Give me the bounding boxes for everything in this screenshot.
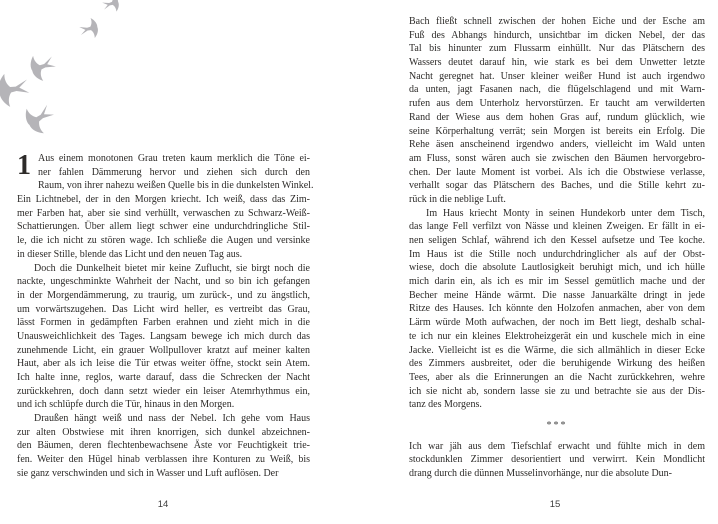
text-line: drang durch die dünnen Musselinvorhänge, nur die absolute Dun- — [409, 468, 672, 479]
text-line: Becher meine Hände wärmt. Die nasse Januarkälte dringt in jede — [409, 289, 705, 301]
right-page-text-column — [409, 15, 705, 481]
text-line: Unausweichlichkeit des Tages. Langsam bewege ich mich durch das — [17, 330, 310, 342]
text-line: ner fahlen Dämmerung hervor und ziehen sich durch den — [38, 166, 310, 178]
text-line: Lärm würde Moth aufwachen, der noch im Bett liegt, deshalb schal- — [409, 317, 705, 329]
text-line: zur alten Obstwiese mit ihren knorrigen, sich dunkel abzeichnen- — [17, 426, 310, 438]
text-line: um vorwärtszugehen. Das Licht wird heller, es vertreibt das Grau, — [17, 303, 310, 315]
text-line: seine Körperhaltung verrät; sein Morgen ist bereits ein Erfolg. Die — [409, 125, 705, 137]
swallow-icon — [21, 98, 60, 138]
text-line: nen seligen Schlaf, während ich den Kessel aufsetze und Tee koche. — [409, 235, 705, 246]
text-line: rück in die neblige Luft. — [409, 193, 506, 205]
text-line: Wassers deutet darauf hin, wie stark es bei dem Unwetter letzte — [409, 57, 705, 69]
text-line: in der Morgendämmerung, zu traurig, um zurück-, und zu ängstlich, — [17, 289, 310, 301]
text-line: des Zimmers ausbreitet, oder die beruhigende Wirkung des heißen — [409, 358, 705, 370]
text-line: den Bäumen, deren flechtenbewachsene Äste vor Feuchtigkeit trie- — [17, 440, 310, 452]
right-page-number: 15 — [549, 499, 561, 510]
text-line: ich sie nicht ab, sondern lasse sie zu und betrachte sie aus der Dis- — [409, 385, 705, 397]
text-line: lässt Formen in gedämpften Farben erahnen und zieht mich in die — [17, 317, 310, 329]
text-line: te ich nur ein kleines Elektroheizgerät ein und kuschele mich in eine — [409, 330, 705, 342]
text-line: fen. Weiter den Hügel hinab verblassen ihre Konturen zu Weiß, bis — [17, 454, 310, 466]
swallow-icon — [101, 0, 121, 15]
swallow-flock-illustration — [0, 0, 130, 145]
left-page-number: 14 — [157, 499, 169, 510]
paragraph — [409, 207, 705, 412]
text-line: verhallt sogar das Plätschern des Baches, und die Stille kehrt zu- — [409, 180, 705, 192]
text-line: zunehmende Licht, ein grauer Wollpullover kratzt auf meiner kalten — [17, 344, 310, 356]
text-line: Im Haus kriecht Monty in seinen Hundekorb unter dem Tisch, — [426, 207, 705, 219]
chapter-number-dropcap: 1 — [17, 150, 31, 181]
text-line: sie ganz verschwinden und sich in Wasser und Luft auflösen. Der — [17, 467, 279, 479]
text-line: Haut, aber als ich leise die Tür etwas weiter öffne, stockt sein Atem. — [17, 358, 310, 370]
text-line: am Fluss, sonst wären auch sie zwischen den Bäumen hervorgebro- — [409, 152, 705, 164]
text-line: mer Farben hat, aber sie sind verhüllt, verwaschen zu Schwarz-Weiß- — [17, 207, 310, 219]
paragraph — [409, 440, 705, 481]
text-line: stockdunklen Zimmer desorientiert und verwirrt. Kein Mondlicht — [409, 454, 705, 466]
text-line: rufen aus dem Unterholz hervorstürzen. Er taucht am verwilderten — [409, 98, 705, 110]
text-line: Jacke. Vielleicht ist es die Wärme, die sich allmählich in dieser Ecke — [409, 344, 705, 356]
text-line: Ein Lichtnebel, der in den Morgen kriecht. Ich weiß, dass das Zim- — [17, 194, 310, 206]
paragraph — [17, 412, 310, 480]
text-line: Bach fließt schnell zwischen der hohen Eiche und der Esche am — [409, 16, 705, 27]
text-line: le, die ich nicht zu stören wage. Ich schließe die Augen und versinke — [17, 235, 310, 247]
swallow-icon — [78, 17, 100, 41]
text-line: wiese, doch die absolute Lautlosigkeit beruhigt mich, und ich hülle — [409, 262, 705, 274]
text-line: Im Haus ist die Stille noch undurchdringlicher als auf der Obst- — [409, 248, 705, 260]
text-line: in dieser Stille, blende das Licht und den neuen Tag aus. — [17, 248, 243, 260]
text-line: zurückkehren, doch dann setzt wieder ein leiser Atemrhythmus ein, — [17, 385, 310, 397]
text-line: Ich halte inne, reglos, warte darauf, dass die Schrecken der Nacht — [17, 372, 310, 383]
text-line: Draußen hängt weiß und nass der Nebel. Ich gehe vom Haus — [34, 413, 310, 425]
text-line: tanz des Morgens. — [409, 399, 482, 411]
text-line: Doch die Dunkelheit bietet mir keine Zuflucht, sie birgt noch die — [34, 262, 310, 274]
text-line: Rand der Wiese aus dem hohen Gras auf, rundum glücklich, wie — [409, 111, 705, 123]
text-line: Tal bis hinunter zum Flussarm einhüllt. Nur das Plätschern des — [409, 43, 705, 55]
paragraph — [409, 15, 705, 207]
text-line: da unten, jagt Fasanen nach, die flügelschlagend und mit Warn- — [409, 84, 705, 96]
text-line: Aus einem monotonen Grau treten kaum merklich die Töne ei- — [38, 153, 310, 164]
text-line: Fuß des Abhangs hindurch, unsichtbar im dicken Nebel, der das — [409, 29, 705, 41]
text-line: chen. Der laute Moment ist vorbei. Als ich die Obstwiese verlasse, — [409, 166, 705, 178]
text-line: Ritze des Hauses. Ich könnte den Holzofen anmachen, aber von dem — [409, 303, 705, 315]
paragraph — [17, 150, 314, 262]
left-page-text-column — [17, 150, 314, 481]
swallow-icon — [0, 70, 31, 108]
text-line: Rehe äsen anscheinend irgendwo anders, vielleicht im Wald unten — [409, 139, 705, 151]
text-line: Schattierungen. Über allem liegt schwer eine undurchdringliche Stil- — [17, 221, 310, 233]
text-line: Tees, aber als die Erinnerungen an die Nacht zurückkehren, wehre — [409, 371, 705, 383]
text-line: Ich war jäh aus dem Tiefschlaf erwacht und fühlte mich in dem — [409, 440, 705, 452]
swallow-icon — [27, 49, 59, 83]
scene-break-separator: *** — [546, 419, 568, 431]
paragraph — [17, 262, 310, 413]
text-line: mich darin ein, als ich es mir im Sessel gemütlich mache und der — [409, 276, 705, 288]
text-line: und ich schlüpfe durch die Tür, hinaus in den Morgen. — [17, 399, 235, 411]
text-line: Raum, von ihrer nahezu weißen Quelle bis in die dunkelsten Winkel. — [38, 180, 314, 192]
text-line: nackte, ungeschminkte Wahrheit der Nacht, und so bin ich gefangen — [17, 276, 310, 288]
text-line: das lange Fell verfilzt von Nässe und kleinen Zweigen. Er fällt in ei- — [409, 221, 705, 233]
text-line: Nacht geregnet hat. Unser kleiner weißer Hund ist auch irgendwo — [409, 70, 705, 82]
